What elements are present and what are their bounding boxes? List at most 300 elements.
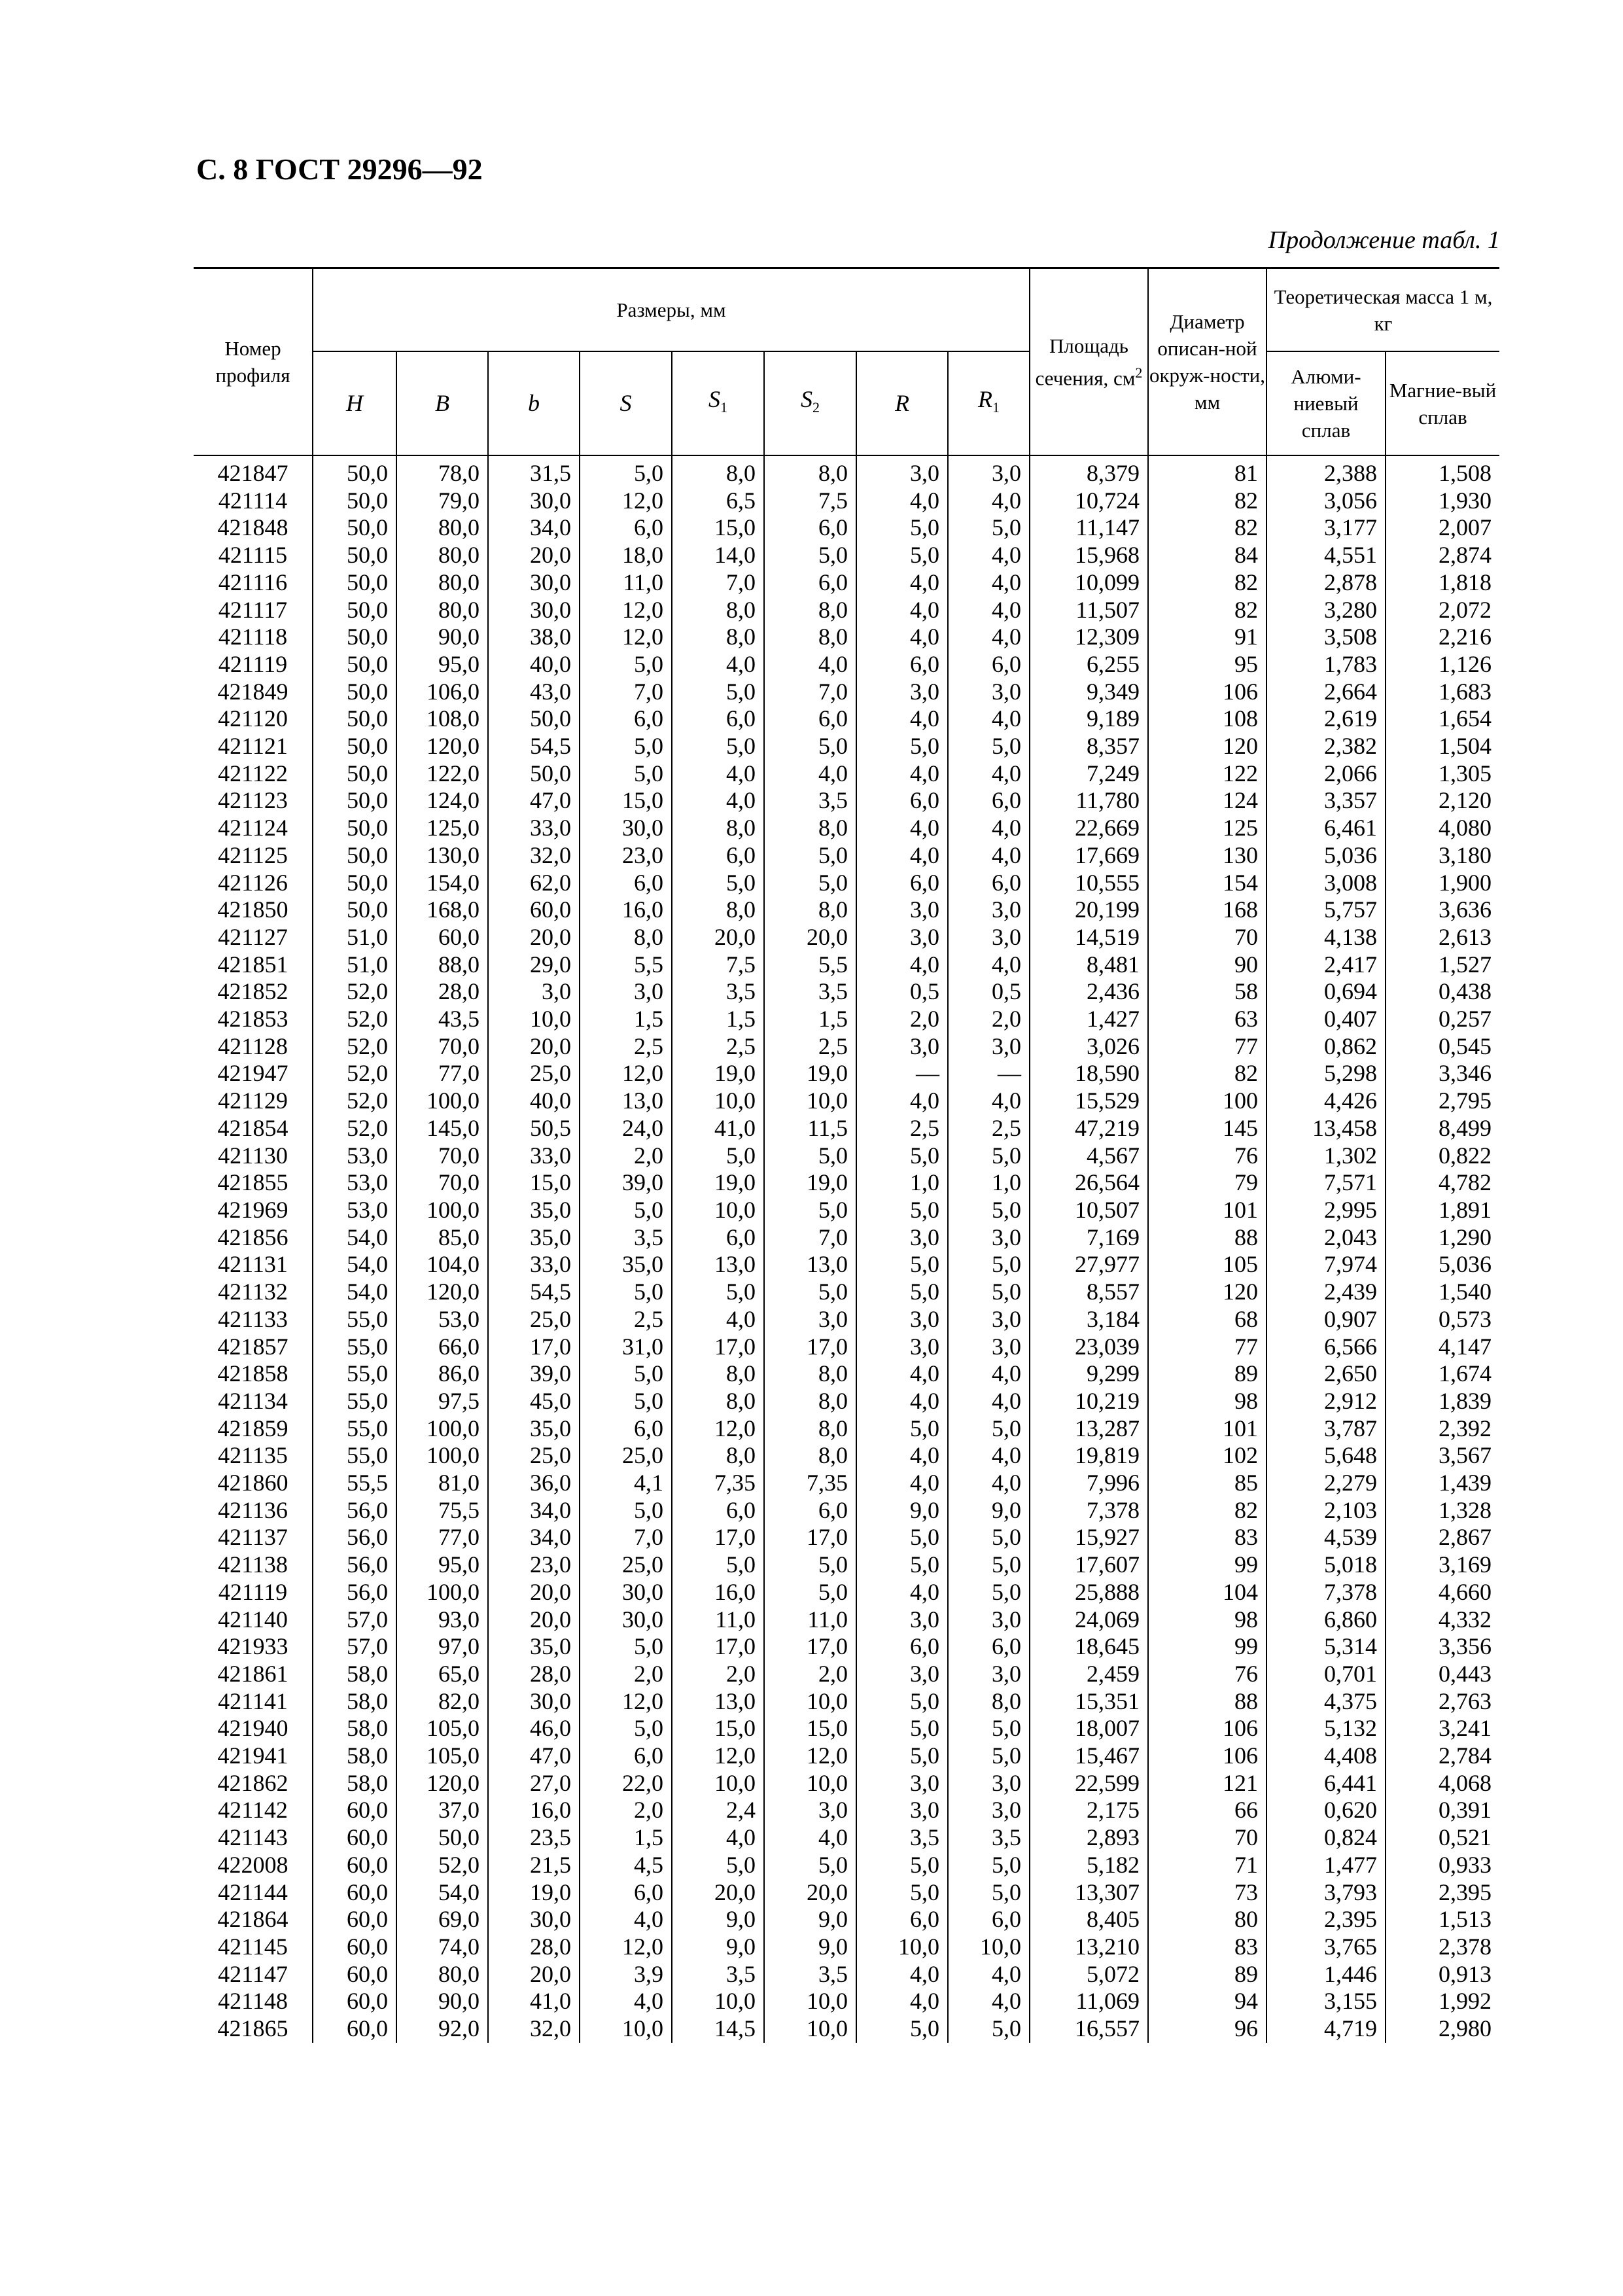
cell-S2: 7,35 (764, 1470, 856, 1497)
cell-B: 100,0 (396, 1442, 488, 1470)
cell-mass-mag: 1,439 (1386, 1470, 1499, 1497)
cell-diameter: 71 (1148, 1852, 1266, 1879)
cell-S2: 13,0 (764, 1251, 856, 1279)
cell-R: 5,0 (856, 1879, 948, 1907)
cell-S2: 5,5 (764, 951, 856, 979)
cell-b: 23,0 (488, 1551, 580, 1579)
cell-R1: 5,0 (948, 1715, 1030, 1742)
cell-mass-mag: 2,795 (1386, 1087, 1499, 1115)
cell-B: 124,0 (396, 787, 488, 815)
table-row (194, 455, 1499, 487)
cell-S: 23,0 (580, 842, 672, 870)
cell-H: 54,0 (313, 1224, 396, 1252)
cell-b: 50,0 (488, 760, 580, 788)
cell-b: 30,0 (488, 1688, 580, 1716)
cell-b: 50,5 (488, 1115, 580, 1142)
cell-R1: 5,0 (948, 1524, 1030, 1551)
cell-area: 13,287 (1030, 1415, 1148, 1443)
cell-S: 6,0 (580, 1879, 672, 1907)
cell-b: 32,0 (488, 842, 580, 870)
cell-B: 43,5 (396, 1006, 488, 1033)
header-R1-sub: 1 (992, 399, 1000, 416)
cell-S: 11,0 (580, 569, 672, 597)
cell-R1: 3,5 (948, 1824, 1030, 1852)
cell-B: 108,0 (396, 705, 488, 733)
cell-diameter: 108 (1148, 705, 1266, 733)
cell-R: 3,0 (856, 1033, 948, 1061)
cell-mass-mag: 3,636 (1386, 896, 1499, 924)
cell-B: 90,0 (396, 624, 488, 651)
cell-diameter: 125 (1148, 815, 1266, 842)
cell-area: 7,996 (1030, 1470, 1148, 1497)
cell-mass-mag: 3,356 (1386, 1633, 1499, 1661)
table-row (194, 1934, 1499, 1961)
cell-mass-mag: 3,241 (1386, 1715, 1499, 1742)
cell-R1: 4,0 (948, 705, 1030, 733)
cell-mass-mag: 8,499 (1386, 1115, 1499, 1142)
table-row (194, 1824, 1499, 1852)
cell-B: 104,0 (396, 1251, 488, 1279)
cell-profile-no: 421865 (217, 2015, 288, 2042)
cell-S1: 13,0 (672, 1251, 764, 1279)
table-row (194, 815, 1499, 842)
cell-area: 8,379 (1030, 455, 1148, 487)
cell-mass-alu: 5,757 (1266, 896, 1386, 924)
cell-profile-no: 421145 (218, 1933, 288, 1960)
cell-S1: 2,0 (672, 1661, 764, 1688)
cell-mass-mag: 1,818 (1386, 569, 1499, 597)
cell-area: 24,069 (1030, 1606, 1148, 1634)
cell-mass-alu: 3,357 (1266, 787, 1386, 815)
table-row (194, 1497, 1499, 1525)
cell-S1: 7,0 (672, 569, 764, 597)
table-row (194, 1797, 1499, 1824)
cell-B: 90,0 (396, 1988, 488, 2015)
cell-b: 50,0 (488, 705, 580, 733)
cell-S1: 20,0 (672, 1879, 764, 1907)
cell-S: 7,0 (580, 1524, 672, 1551)
header-profile-no: Номер профиля (194, 268, 313, 456)
cell-S1: 8,0 (672, 1360, 764, 1388)
cell-R: 4,0 (856, 569, 948, 597)
cell-S: 15,0 (580, 787, 672, 815)
cell-S1: 17,0 (672, 1524, 764, 1551)
cell-S: 5,0 (580, 733, 672, 760)
cell-mass-mag: 1,839 (1386, 1388, 1499, 1415)
cell-S1: 9,0 (672, 1934, 764, 1961)
cell-b: 34,0 (488, 1524, 580, 1551)
cell-diameter: 130 (1148, 842, 1266, 870)
cell-S2: 4,0 (764, 651, 856, 679)
cell-mass-mag: 3,180 (1386, 842, 1499, 870)
cell-R1: 3,0 (948, 1606, 1030, 1634)
cell-B: 100,0 (396, 1087, 488, 1115)
cell-S1: 8,0 (672, 1442, 764, 1470)
cell-diameter: 88 (1148, 1688, 1266, 1716)
cell-B: 81,0 (396, 1470, 488, 1497)
cell-R1: 4,0 (948, 487, 1030, 515)
cell-R1: 3,0 (948, 1661, 1030, 1688)
cell-area: 17,669 (1030, 842, 1148, 870)
cell-S2: 8,0 (764, 815, 856, 842)
cell-mass-alu: 4,539 (1266, 1524, 1386, 1551)
cell-S2: 6,0 (764, 569, 856, 597)
cell-mass-alu: 7,571 (1266, 1169, 1386, 1197)
table-row (194, 1224, 1499, 1252)
cell-diameter: 79 (1148, 1169, 1266, 1197)
cell-S: 7,0 (580, 679, 672, 706)
cell-diameter: 98 (1148, 1388, 1266, 1415)
cell-mass-mag: 1,126 (1386, 651, 1499, 679)
cell-R: 4,0 (856, 487, 948, 515)
cell-diameter: 99 (1148, 1633, 1266, 1661)
cell-B: 105,0 (396, 1742, 488, 1770)
cell-H: 50,0 (313, 896, 396, 924)
cell-S2: 10,0 (764, 1770, 856, 1797)
cell-profile-no: 421138 (218, 1551, 288, 1578)
header-dimensions: Размеры, мм (313, 268, 1030, 352)
cell-mass-mag: 0,573 (1386, 1306, 1499, 1333)
cell-S1: 12,0 (672, 1415, 764, 1443)
cell-profile-no: 421940 (217, 1715, 288, 1742)
cell-S1: 17,0 (672, 1633, 764, 1661)
cell-b: 25,0 (488, 1060, 580, 1087)
cell-profile-no: 421858 (217, 1360, 288, 1387)
cell-S: 2,0 (580, 1661, 672, 1688)
cell-diameter: 88 (1148, 1224, 1266, 1252)
page-header: С. 8 ГОСТ 29296—92 (196, 152, 483, 186)
cell-R1: 4,0 (948, 815, 1030, 842)
table-row (194, 1551, 1499, 1579)
table-row (194, 1197, 1499, 1224)
cell-R: — (856, 1060, 948, 1087)
cell-profile-no: 421119 (218, 650, 288, 677)
cell-mass-mag: 4,332 (1386, 1606, 1499, 1634)
cell-S: 4,1 (580, 1470, 672, 1497)
cell-profile-no: 421127 (218, 923, 288, 950)
cell-R: 3,0 (856, 924, 948, 951)
cell-mass-mag: 4,147 (1386, 1333, 1499, 1361)
cell-R: 2,5 (856, 1115, 948, 1142)
cell-diameter: 106 (1148, 679, 1266, 706)
header-H: H (313, 351, 396, 455)
cell-S1: 6,5 (672, 487, 764, 515)
cell-B: 145,0 (396, 1115, 488, 1142)
cell-area: 9,349 (1030, 679, 1148, 706)
cell-mass-alu: 0,862 (1266, 1033, 1386, 1061)
cell-mass-alu: 3,280 (1266, 597, 1386, 624)
cell-diameter: 89 (1148, 1360, 1266, 1388)
cell-R: 3,0 (856, 1606, 948, 1634)
cell-area: 8,557 (1030, 1279, 1148, 1306)
cell-B: 52,0 (396, 1852, 488, 1879)
cell-R1: 5,0 (948, 1279, 1030, 1306)
cell-diameter: 122 (1148, 760, 1266, 788)
cell-profile-no: 421148 (218, 1988, 288, 2015)
cell-b: 30,0 (488, 487, 580, 515)
cell-R1: 4,0 (948, 1087, 1030, 1115)
cell-B: 70,0 (396, 1169, 488, 1197)
cell-H: 50,0 (313, 651, 396, 679)
cell-S: 6,0 (580, 514, 672, 542)
cell-profile-no: 421864 (217, 1906, 288, 1933)
cell-S1: 5,0 (672, 870, 764, 897)
cell-mass-mag: 0,443 (1386, 1661, 1499, 1688)
cell-mass-alu: 5,132 (1266, 1715, 1386, 1742)
cell-b: 27,0 (488, 1770, 580, 1797)
cell-mass-mag: 1,891 (1386, 1197, 1499, 1224)
cell-H: 60,0 (313, 1934, 396, 1961)
cell-profile-no: 421135 (218, 1442, 288, 1469)
cell-area: 3,026 (1030, 1033, 1148, 1061)
cell-mass-mag: 0,521 (1386, 1824, 1499, 1852)
cell-S1: 15,0 (672, 1715, 764, 1742)
cell-diameter: 83 (1148, 1524, 1266, 1551)
cell-profile-no: 421969 (217, 1196, 288, 1223)
cell-diameter: 90 (1148, 951, 1266, 979)
cell-B: 100,0 (396, 1415, 488, 1443)
cell-profile-no: 421125 (218, 841, 288, 868)
cell-S: 18,0 (580, 542, 672, 569)
cell-S2: 10,0 (764, 1988, 856, 2015)
cell-H: 50,0 (313, 787, 396, 815)
cell-area: 9,189 (1030, 705, 1148, 733)
table-row (194, 760, 1499, 788)
table-row (194, 1279, 1499, 1306)
cell-mass-mag: 2,980 (1386, 2015, 1499, 2043)
table-row (194, 1961, 1499, 1988)
cell-mass-mag: 1,328 (1386, 1497, 1499, 1525)
cell-area: 15,467 (1030, 1742, 1148, 1770)
cell-area: 18,590 (1030, 1060, 1148, 1087)
cell-B: 74,0 (396, 1934, 488, 1961)
header-S1-label: S (708, 385, 720, 412)
cell-mass-mag: 1,504 (1386, 733, 1499, 760)
cell-R1: 4,0 (948, 542, 1030, 569)
cell-diameter: 70 (1148, 924, 1266, 951)
cell-R: 5,0 (856, 542, 948, 569)
cell-R: 5,0 (856, 1852, 948, 1879)
cell-b: 20,0 (488, 1579, 580, 1606)
cell-profile-no: 421850 (217, 896, 288, 923)
cell-S1: 14,5 (672, 2015, 764, 2043)
cell-H: 56,0 (313, 1497, 396, 1525)
cell-diameter: 106 (1148, 1742, 1266, 1770)
cell-mass-alu: 4,408 (1266, 1742, 1386, 1770)
table-row (194, 951, 1499, 979)
cell-H: 50,0 (313, 542, 396, 569)
cell-diameter: 91 (1148, 624, 1266, 651)
header-mag: Магние-вый сплав (1386, 351, 1499, 455)
cell-diameter: 99 (1148, 1551, 1266, 1579)
cell-profile-no: 421147 (218, 1960, 288, 1987)
header-S2-label: S (801, 385, 812, 412)
cell-mass-alu: 3,508 (1266, 624, 1386, 651)
cell-area: 18,645 (1030, 1633, 1148, 1661)
cell-R: 4,0 (856, 705, 948, 733)
cell-profile-no: 421133 (218, 1305, 288, 1332)
cell-b: 3,0 (488, 978, 580, 1006)
cell-R: 5,0 (856, 1524, 948, 1551)
cell-mass-mag: 5,036 (1386, 1251, 1499, 1279)
cell-R1: 5,0 (948, 2015, 1030, 2043)
cell-H: 60,0 (313, 2015, 396, 2043)
cell-R: 6,0 (856, 1906, 948, 1934)
cell-mass-alu: 7,974 (1266, 1251, 1386, 1279)
table-row (194, 679, 1499, 706)
table-row (194, 1033, 1499, 1061)
cell-S1: 3,5 (672, 1961, 764, 1988)
cell-mass-alu: 0,907 (1266, 1306, 1386, 1333)
cell-R1: 3,0 (948, 1770, 1030, 1797)
cell-diameter: 68 (1148, 1306, 1266, 1333)
cell-area: 2,436 (1030, 978, 1148, 1006)
cell-diameter: 81 (1148, 455, 1266, 487)
cell-profile-no: 421853 (217, 1006, 288, 1033)
cell-S2: 11,5 (764, 1115, 856, 1142)
table-row (194, 514, 1499, 542)
cell-b: 36,0 (488, 1470, 580, 1497)
cell-R: 4,0 (856, 1470, 948, 1497)
table-row (194, 1470, 1499, 1497)
cell-H: 60,0 (313, 1824, 396, 1852)
table-row (194, 870, 1499, 897)
cell-R: 4,0 (856, 760, 948, 788)
cell-diameter: 168 (1148, 896, 1266, 924)
cell-area: 1,427 (1030, 1006, 1148, 1033)
cell-R: 9,0 (856, 1497, 948, 1525)
cell-R: 4,0 (856, 1579, 948, 1606)
table-row (194, 1633, 1499, 1661)
cell-diameter: 77 (1148, 1333, 1266, 1361)
cell-profile-no: 421128 (218, 1033, 288, 1059)
cell-H: 53,0 (313, 1197, 396, 1224)
cell-S2: 8,0 (764, 1360, 856, 1388)
cell-R: 5,0 (856, 514, 948, 542)
cell-S1: 8,0 (672, 624, 764, 651)
cell-profile-no: 421854 (217, 1114, 288, 1141)
cell-diameter: 82 (1148, 597, 1266, 624)
cell-area: 15,927 (1030, 1524, 1148, 1551)
cell-b: 20,0 (488, 1606, 580, 1634)
table-row (194, 733, 1499, 760)
cell-S2: 3,0 (764, 1797, 856, 1824)
table-row (194, 1742, 1499, 1770)
cell-B: 92,0 (396, 2015, 488, 2043)
cell-diameter: 102 (1148, 1442, 1266, 1470)
cell-diameter: 63 (1148, 1006, 1266, 1033)
cell-B: 53,0 (396, 1306, 488, 1333)
cell-S2: 5,0 (764, 842, 856, 870)
cell-H: 50,0 (313, 815, 396, 842)
cell-S: 3,5 (580, 1224, 672, 1252)
table-row (194, 542, 1499, 569)
cell-mass-mag: 2,867 (1386, 1524, 1499, 1551)
table-row (194, 1360, 1499, 1388)
cell-H: 50,0 (313, 760, 396, 788)
cell-S2: 5,0 (764, 542, 856, 569)
cell-R: 3,5 (856, 1824, 948, 1852)
cell-R1: 4,0 (948, 597, 1030, 624)
cell-H: 58,0 (313, 1715, 396, 1742)
cell-diameter: 101 (1148, 1415, 1266, 1443)
cell-mass-alu: 3,787 (1266, 1415, 1386, 1443)
cell-mass-mag: 2,007 (1386, 514, 1499, 542)
cell-area: 5,182 (1030, 1852, 1148, 1879)
cell-mass-alu: 3,008 (1266, 870, 1386, 897)
cell-mass-mag: 2,874 (1386, 542, 1499, 569)
cell-mass-alu: 4,719 (1266, 2015, 1386, 2043)
cell-S1: 20,0 (672, 924, 764, 951)
cell-b: 33,0 (488, 1251, 580, 1279)
cell-H: 54,0 (313, 1279, 396, 1306)
cell-diameter: 89 (1148, 1961, 1266, 1988)
cell-area: 22,599 (1030, 1770, 1148, 1797)
cell-S1: 4,0 (672, 787, 764, 815)
cell-b: 20,0 (488, 542, 580, 569)
cell-R1: 5,0 (948, 1142, 1030, 1170)
table-row (194, 1606, 1499, 1634)
cell-S2: 2,0 (764, 1661, 856, 1688)
cell-R1: 3,0 (948, 1033, 1030, 1061)
cell-S2: 8,0 (764, 896, 856, 924)
table-row (194, 1006, 1499, 1033)
cell-mass-alu: 0,824 (1266, 1824, 1386, 1852)
cell-area: 14,519 (1030, 924, 1148, 951)
cell-B: 75,5 (396, 1497, 488, 1525)
cell-B: 120,0 (396, 1279, 488, 1306)
cell-S2: 4,0 (764, 1824, 856, 1852)
cell-diameter: 154 (1148, 870, 1266, 897)
cell-R: 5,0 (856, 1551, 948, 1579)
cell-b: 20,0 (488, 924, 580, 951)
cell-S2: 8,0 (764, 1415, 856, 1443)
cell-mass-alu: 2,664 (1266, 679, 1386, 706)
cell-H: 53,0 (313, 1169, 396, 1197)
cell-R1: 3,0 (948, 679, 1030, 706)
cell-R: 5,0 (856, 1415, 948, 1443)
cell-R: 4,0 (856, 1961, 948, 1988)
cell-B: 120,0 (396, 1770, 488, 1797)
cell-S2: 4,0 (764, 760, 856, 788)
cell-S2: 5,0 (764, 1197, 856, 1224)
cell-H: 60,0 (313, 1988, 396, 2015)
cell-mass-alu: 2,417 (1266, 951, 1386, 979)
cell-profile-no: 421859 (217, 1415, 288, 1441)
cell-mass-alu: 2,912 (1266, 1388, 1386, 1415)
cell-S: 8,0 (580, 924, 672, 951)
cell-R: 4,0 (856, 624, 948, 651)
cell-b: 33,0 (488, 1142, 580, 1170)
cell-S: 6,0 (580, 1415, 672, 1443)
cell-H: 58,0 (313, 1770, 396, 1797)
cell-area: 4,567 (1030, 1142, 1148, 1170)
cell-profile-no: 421122 (218, 760, 288, 786)
cell-H: 50,0 (313, 597, 396, 624)
cell-H: 55,0 (313, 1333, 396, 1361)
cell-S: 12,0 (580, 1060, 672, 1087)
cell-profile-no: 421132 (218, 1279, 288, 1305)
cell-H: 52,0 (313, 978, 396, 1006)
cell-mass-alu: 0,620 (1266, 1797, 1386, 1824)
cell-b: 45,0 (488, 1388, 580, 1415)
cell-profile-no: 421123 (218, 787, 288, 814)
cell-H: 57,0 (313, 1633, 396, 1661)
cell-S2: 8,0 (764, 597, 856, 624)
cell-R: 4,0 (856, 1360, 948, 1388)
cell-b: 46,0 (488, 1715, 580, 1742)
cell-H: 57,0 (313, 1606, 396, 1634)
